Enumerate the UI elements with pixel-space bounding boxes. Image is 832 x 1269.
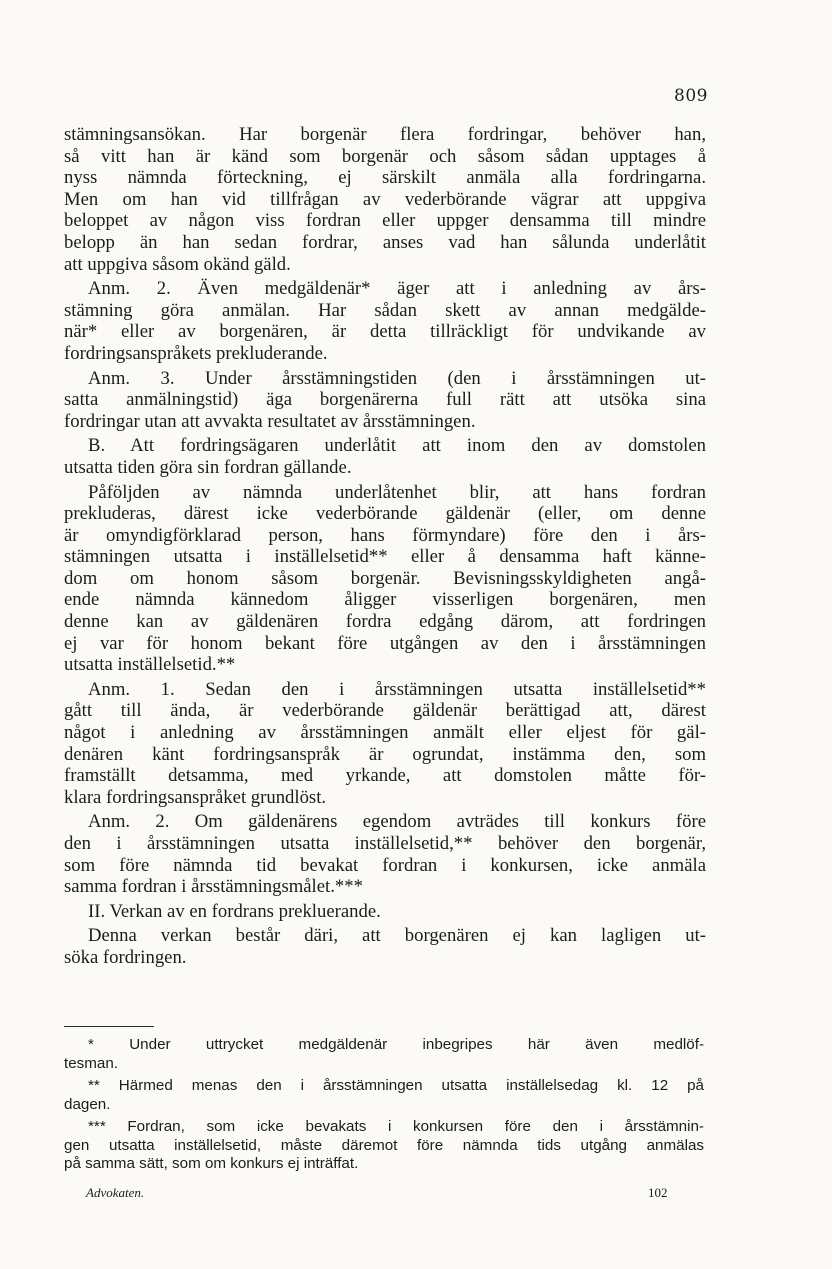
footnote-line: tesman. (64, 1054, 119, 1072)
text-line: den i årsstämningen utsatta inställelsetid,** behöver den borgenär, (64, 833, 706, 854)
text-line: framställt detsamma, med yrkande, att domstolen måtte för- (64, 765, 706, 787)
text-line: är omyndigförklarad person, hans förmyndare) före den i års- (64, 524, 706, 546)
text-line: prekluderas, därest icke vederbörande gäldenär (eller, om denne (64, 503, 706, 525)
text-line: Anm. 2. Om gäldenärens egendom avträdes till konkurs före (88, 811, 706, 833)
text-line: Denna verkan består däri, att borgenären ej kan lagligen ut- (88, 925, 706, 947)
footnote (64, 1077, 704, 1114)
text-line: ej var för honom bekant före utgången av den i årsstämningen (64, 632, 706, 654)
text-line: som före nämnda tid bevakat fordran i konkursen, icke anmäla (64, 854, 706, 876)
text-line: ende nämnda kännedom åligger visserligen borgenären, men (64, 589, 706, 611)
section-heading: utsatta tiden göra sin fordran gällande. (64, 456, 352, 478)
text-line: Anm. 3. Under årsstämningstiden (den i årsstämningen ut- (88, 367, 706, 389)
text-line: klara fordringsanspråket grundlöst. (64, 786, 327, 808)
text-line: nyss nämnda förteckning, ej särskilt anmäla alla fordringarna. (64, 167, 706, 189)
sheet-number: 102 (648, 1185, 668, 1200)
footnote-line: * Under uttrycket medgäldenär inbegripes här även medlöf- (88, 1036, 704, 1053)
text-line: stämning göra anmälan. Har sådan skett av annan medgälde- (64, 299, 706, 321)
text-line: Anm. 1. Sedan den i årsstämningen utsatta inställelsetid** (88, 678, 706, 700)
text-line: Påföljden av nämnda underlåtenhet blir, att hans fordran (88, 481, 706, 503)
text-line: belopp än han sedan fordrar, anses vad han sålunda underlåtit (64, 231, 706, 253)
footnote (64, 1118, 704, 1174)
text-line: söka fordringen. (64, 946, 187, 968)
journal-name: Advokaten. (86, 1185, 145, 1200)
text-line: fordringar utan att avvakta resultatet av årsstämningen. (64, 410, 476, 432)
text-line: stämningen utsatta i inställelsetid** eller å densamma haft känne- (64, 546, 706, 568)
section-heading: B. Att fordringsägaren underlåtit att inom den av domstolen (88, 435, 706, 457)
footnotes (64, 1036, 704, 1178)
text-line: att uppgiva såsom okänd gäld. (64, 253, 291, 275)
section-heading: II. Verkan av en fordrans prekluerande. (88, 900, 381, 922)
footnote-divider (64, 1026, 154, 1027)
footnote-line: gen utsatta inställelsetid, måste däremot före nämnda tids utgång anmälas (64, 1136, 704, 1154)
text-line: när* eller av borgenären, är detta tillräckligt för undvikande av (64, 321, 706, 343)
text-line: Men om han vid tillfrågan av vederbörande vägrar att uppgiva (64, 188, 706, 210)
text-line: denären känt fordringsanspråk är ogrundat, instämma den, som (64, 743, 706, 765)
text-line: satta anmälningstid) äga borgenärerna full rätt att utsöka sina (64, 389, 706, 411)
footnote (64, 1036, 704, 1073)
text-line: utsatta inställelsetid.** (64, 654, 236, 676)
text-line: något i anledning av årsstämningen anmält eller eljest för gäl- (64, 722, 706, 744)
footnote-line: *** Fordran, som icke bevakats i konkursen före den i årsstämnin- (88, 1118, 704, 1135)
text-line: dom om honom såsom borgenär. Bevisningsskyldigheten angå- (64, 567, 706, 589)
text-line: beloppet av någon viss fordran eller uppger densamma till mindre (64, 210, 706, 232)
text-line: stämningsansökan. Har borgenär flera fordringar, behöver han, (64, 124, 706, 145)
text-line: gått till ända, är vederbörande gäldenär berättigad att, därest (64, 700, 706, 722)
text-line: fordringsanspråkets prekluderande. (64, 342, 328, 364)
main-text (64, 124, 706, 969)
footnote-line: på samma sätt, som om konkurs ej inträffat. (64, 1155, 359, 1172)
footnote-line: ** Härmed menas den i årsstämningen utsatta inställelsedag kl. 12 på (88, 1077, 704, 1094)
text-line: samma fordran i årsstämningsmålet.*** (64, 876, 363, 898)
footnote-line: dagen. (64, 1095, 111, 1113)
page-number: 809 (674, 86, 708, 106)
text-line: Anm. 2. Även medgäldenär* äger att i anledning av års- (88, 278, 706, 300)
text-line: så vitt han är känd som borgenär och såsom sådan upptages å (64, 145, 706, 167)
text-line: denne kan av gäldenären fordra edgång därom, att fordringen (64, 611, 706, 633)
